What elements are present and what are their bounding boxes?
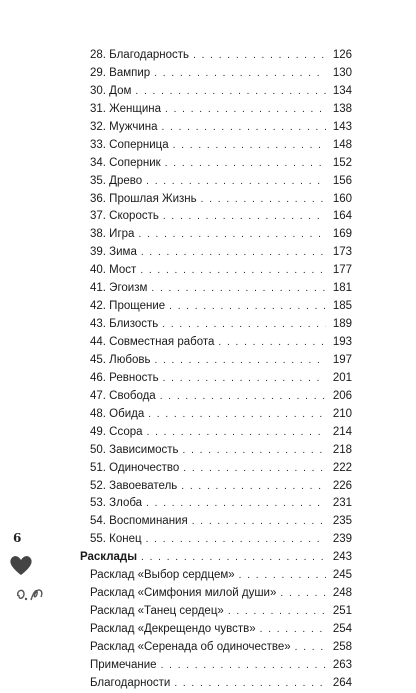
- toc-entry-title: Расклад «Симфония милой души»: [90, 587, 277, 600]
- toc-entry: [80, 370, 352, 388]
- toc-entry-title: Расклад «Декрещендо чувств»: [90, 623, 256, 635]
- toc-entry: [80, 244, 352, 262]
- dot-leader: [173, 137, 326, 155]
- dot-leader: [135, 83, 326, 101]
- toc-entry-title: 30. Дом: [90, 84, 132, 97]
- dot-leader: [160, 388, 326, 406]
- toc-entry-title: 53. Злоба: [90, 497, 143, 510]
- dot-leader: [163, 208, 326, 226]
- toc-entry-page: 243: [332, 551, 352, 564]
- toc-entry-page: 239: [332, 533, 352, 546]
- dot-leader: [280, 585, 326, 603]
- toc-entry-page: 222: [332, 461, 352, 474]
- dot-leader: [163, 370, 326, 388]
- toc-entry: [80, 352, 352, 370]
- toc-entry: [80, 280, 352, 298]
- toc-entry-title: 45. Любовь: [90, 353, 151, 366]
- page-number: 6: [13, 531, 22, 545]
- toc-entry: [80, 424, 352, 442]
- toc-entry-title: 31. Женщина: [90, 102, 162, 115]
- toc-entry: [80, 334, 352, 352]
- toc-entry-page: 152: [332, 156, 352, 169]
- dot-leader: [165, 155, 326, 173]
- toc-entry-title: 37. Скорость: [90, 210, 159, 223]
- toc-entry: [80, 406, 352, 424]
- toc-entry: [80, 585, 352, 603]
- toc-entry-title: 38. Игра: [90, 228, 135, 241]
- toc-entry-page: 245: [332, 569, 352, 582]
- toc-entry-page: 156: [332, 174, 352, 187]
- dot-leader: [138, 226, 326, 244]
- toc-entry: [80, 675, 352, 693]
- toc-entry: [80, 208, 352, 226]
- dot-leader: [181, 478, 326, 496]
- toc-section-row: [80, 549, 352, 567]
- toc-entry-page: 258: [332, 640, 352, 653]
- toc-entry: [80, 513, 352, 531]
- toc-entry-title: Расклады: [80, 551, 138, 564]
- toc-entry-page: 143: [332, 120, 352, 133]
- toc-entry-page: 251: [332, 605, 352, 618]
- toc-entry-title: 50. Зависимость: [90, 443, 179, 456]
- toc-entry-title: 51. Одиночество: [90, 461, 180, 474]
- dot-leader: [162, 119, 327, 137]
- toc-entry: [80, 101, 352, 119]
- toc-entry-title: 44. Совместная работа: [90, 336, 215, 348]
- toc-entry-title: 55. Конец: [90, 533, 142, 546]
- toc-entry-title: 32. Мужчина: [90, 120, 158, 133]
- toc-entry-title: 34. Соперник: [90, 156, 161, 169]
- toc-entry-page: 164: [332, 210, 352, 223]
- toc-entry: [80, 191, 352, 209]
- dot-leader: [193, 47, 326, 65]
- toc-entry-page: 218: [332, 443, 352, 456]
- toc-entry-page: 130: [332, 66, 352, 79]
- toc-entry-page: 197: [332, 353, 352, 366]
- dot-leader: [295, 639, 326, 657]
- dot-leader: [201, 191, 326, 209]
- dot-leader: [146, 495, 326, 513]
- dot-leader: [154, 352, 326, 370]
- toc-entry-page: 193: [332, 336, 352, 348]
- toc-entry: [80, 155, 352, 173]
- toc-entry-title: 48. Обида: [90, 407, 145, 420]
- toc-entry: [80, 442, 352, 460]
- dot-leader: [147, 424, 326, 442]
- dot-leader: [192, 513, 326, 531]
- swirl-ornament-icon: [14, 582, 48, 604]
- toc-entry: [80, 531, 352, 549]
- toc-entry: [80, 603, 352, 621]
- toc-entry-title: Благодарности: [90, 676, 171, 689]
- toc-entry-page: 138: [332, 102, 352, 115]
- toc-entry: [80, 137, 352, 155]
- toc-entry-page: 214: [332, 425, 352, 438]
- toc-entry-title: 35. Древо: [90, 174, 143, 187]
- dot-leader: [165, 101, 326, 119]
- toc-entry-page: 181: [332, 282, 352, 295]
- dot-leader: [154, 65, 326, 83]
- toc-entry-page: 148: [332, 138, 352, 151]
- dot-leader: [141, 549, 326, 567]
- dot-leader: [239, 567, 326, 585]
- toc-entry-title: 46. Ревность: [90, 371, 159, 384]
- toc-entry-title: 41. Эгоизм: [90, 282, 148, 295]
- toc-entry-title: 52. Завоеватель: [90, 479, 178, 492]
- toc-entry-page: 126: [332, 49, 352, 61]
- toc-entry-title: 33. Соперница: [90, 138, 169, 151]
- toc-entry: [80, 495, 352, 513]
- toc-entry: [80, 83, 352, 101]
- dot-leader: [141, 244, 326, 262]
- toc-entry: [80, 388, 352, 406]
- toc-entry-page: 134: [332, 84, 352, 97]
- toc-entry-page: 235: [332, 515, 352, 528]
- dot-leader: [218, 334, 326, 352]
- toc-entry: [80, 478, 352, 496]
- toc-entry: [80, 119, 352, 137]
- dot-leader: [151, 280, 326, 298]
- toc-entry-title: 39. Зима: [90, 246, 137, 259]
- dot-leader: [162, 316, 326, 334]
- toc-entry-page: 177: [332, 264, 352, 277]
- toc-entry-title: 29. Вампир: [90, 66, 151, 79]
- toc-entry-page: 210: [332, 407, 352, 420]
- dot-leader: [169, 298, 326, 316]
- toc-entry-title: 43. Близость: [90, 318, 159, 331]
- dot-leader: [148, 406, 326, 424]
- toc-entry-page: 169: [332, 228, 352, 241]
- dot-leader: [228, 603, 326, 621]
- toc-entry-title: 36. Прошлая Жизнь: [90, 192, 197, 205]
- toc-entry-page: 185: [332, 300, 352, 313]
- toc-entry-page: 254: [332, 623, 352, 635]
- toc-entry-title: Расклад «Выбор сердцем»: [90, 569, 235, 582]
- toc-entry-page: 206: [332, 389, 352, 402]
- toc-entry-page: 264: [332, 676, 352, 689]
- toc-entry: [80, 173, 352, 191]
- toc-entry: [80, 460, 352, 478]
- toc-entry-title: 40. Мост: [90, 264, 137, 277]
- toc-entry-page: 160: [332, 192, 352, 205]
- toc-entry-page: 201: [332, 371, 352, 384]
- dot-leader: [146, 173, 326, 191]
- toc-entry: [80, 316, 352, 334]
- dot-leader: [161, 657, 326, 675]
- toc-entry-page: 231: [332, 497, 352, 510]
- toc-entry: [80, 262, 352, 280]
- toc-entry-page: 248: [332, 587, 352, 600]
- toc-entry-page: 226: [332, 479, 352, 492]
- toc-entry: [80, 226, 352, 244]
- toc-entry-title: Расклад «Серенада об одиночестве»: [90, 640, 291, 653]
- toc-entry-title: 49. Ссора: [90, 425, 143, 438]
- toc-entry: [80, 657, 352, 675]
- toc-entry-title: 54. Воспоминания: [90, 515, 188, 528]
- dot-leader: [174, 675, 326, 693]
- dot-leader: [260, 621, 326, 639]
- dot-leader: [183, 442, 326, 460]
- dot-leader: [183, 460, 326, 478]
- toc-entry: [80, 639, 352, 657]
- heart-icon: [8, 553, 34, 577]
- toc-entry-title: Расклад «Танец сердец»: [90, 605, 224, 618]
- dot-leader: [140, 262, 326, 280]
- toc-entry: [80, 567, 352, 585]
- toc-entry: [80, 621, 352, 639]
- toc-entry-title: 42. Прощение: [90, 300, 166, 313]
- dot-leader: [146, 531, 326, 549]
- toc-entry-page: 189: [332, 318, 352, 331]
- toc-entry-title: Примечание: [90, 658, 157, 671]
- toc-entry-title: 28. Благодарность: [90, 49, 190, 61]
- toc-entry: [80, 65, 352, 83]
- toc-entry-page: 263: [332, 658, 352, 671]
- toc-entry: [80, 298, 352, 316]
- toc-entry: [80, 47, 352, 65]
- table-of-contents: [80, 47, 352, 693]
- toc-entry-page: 173: [332, 246, 352, 259]
- toc-entry-title: 47. Свобода: [90, 389, 156, 402]
